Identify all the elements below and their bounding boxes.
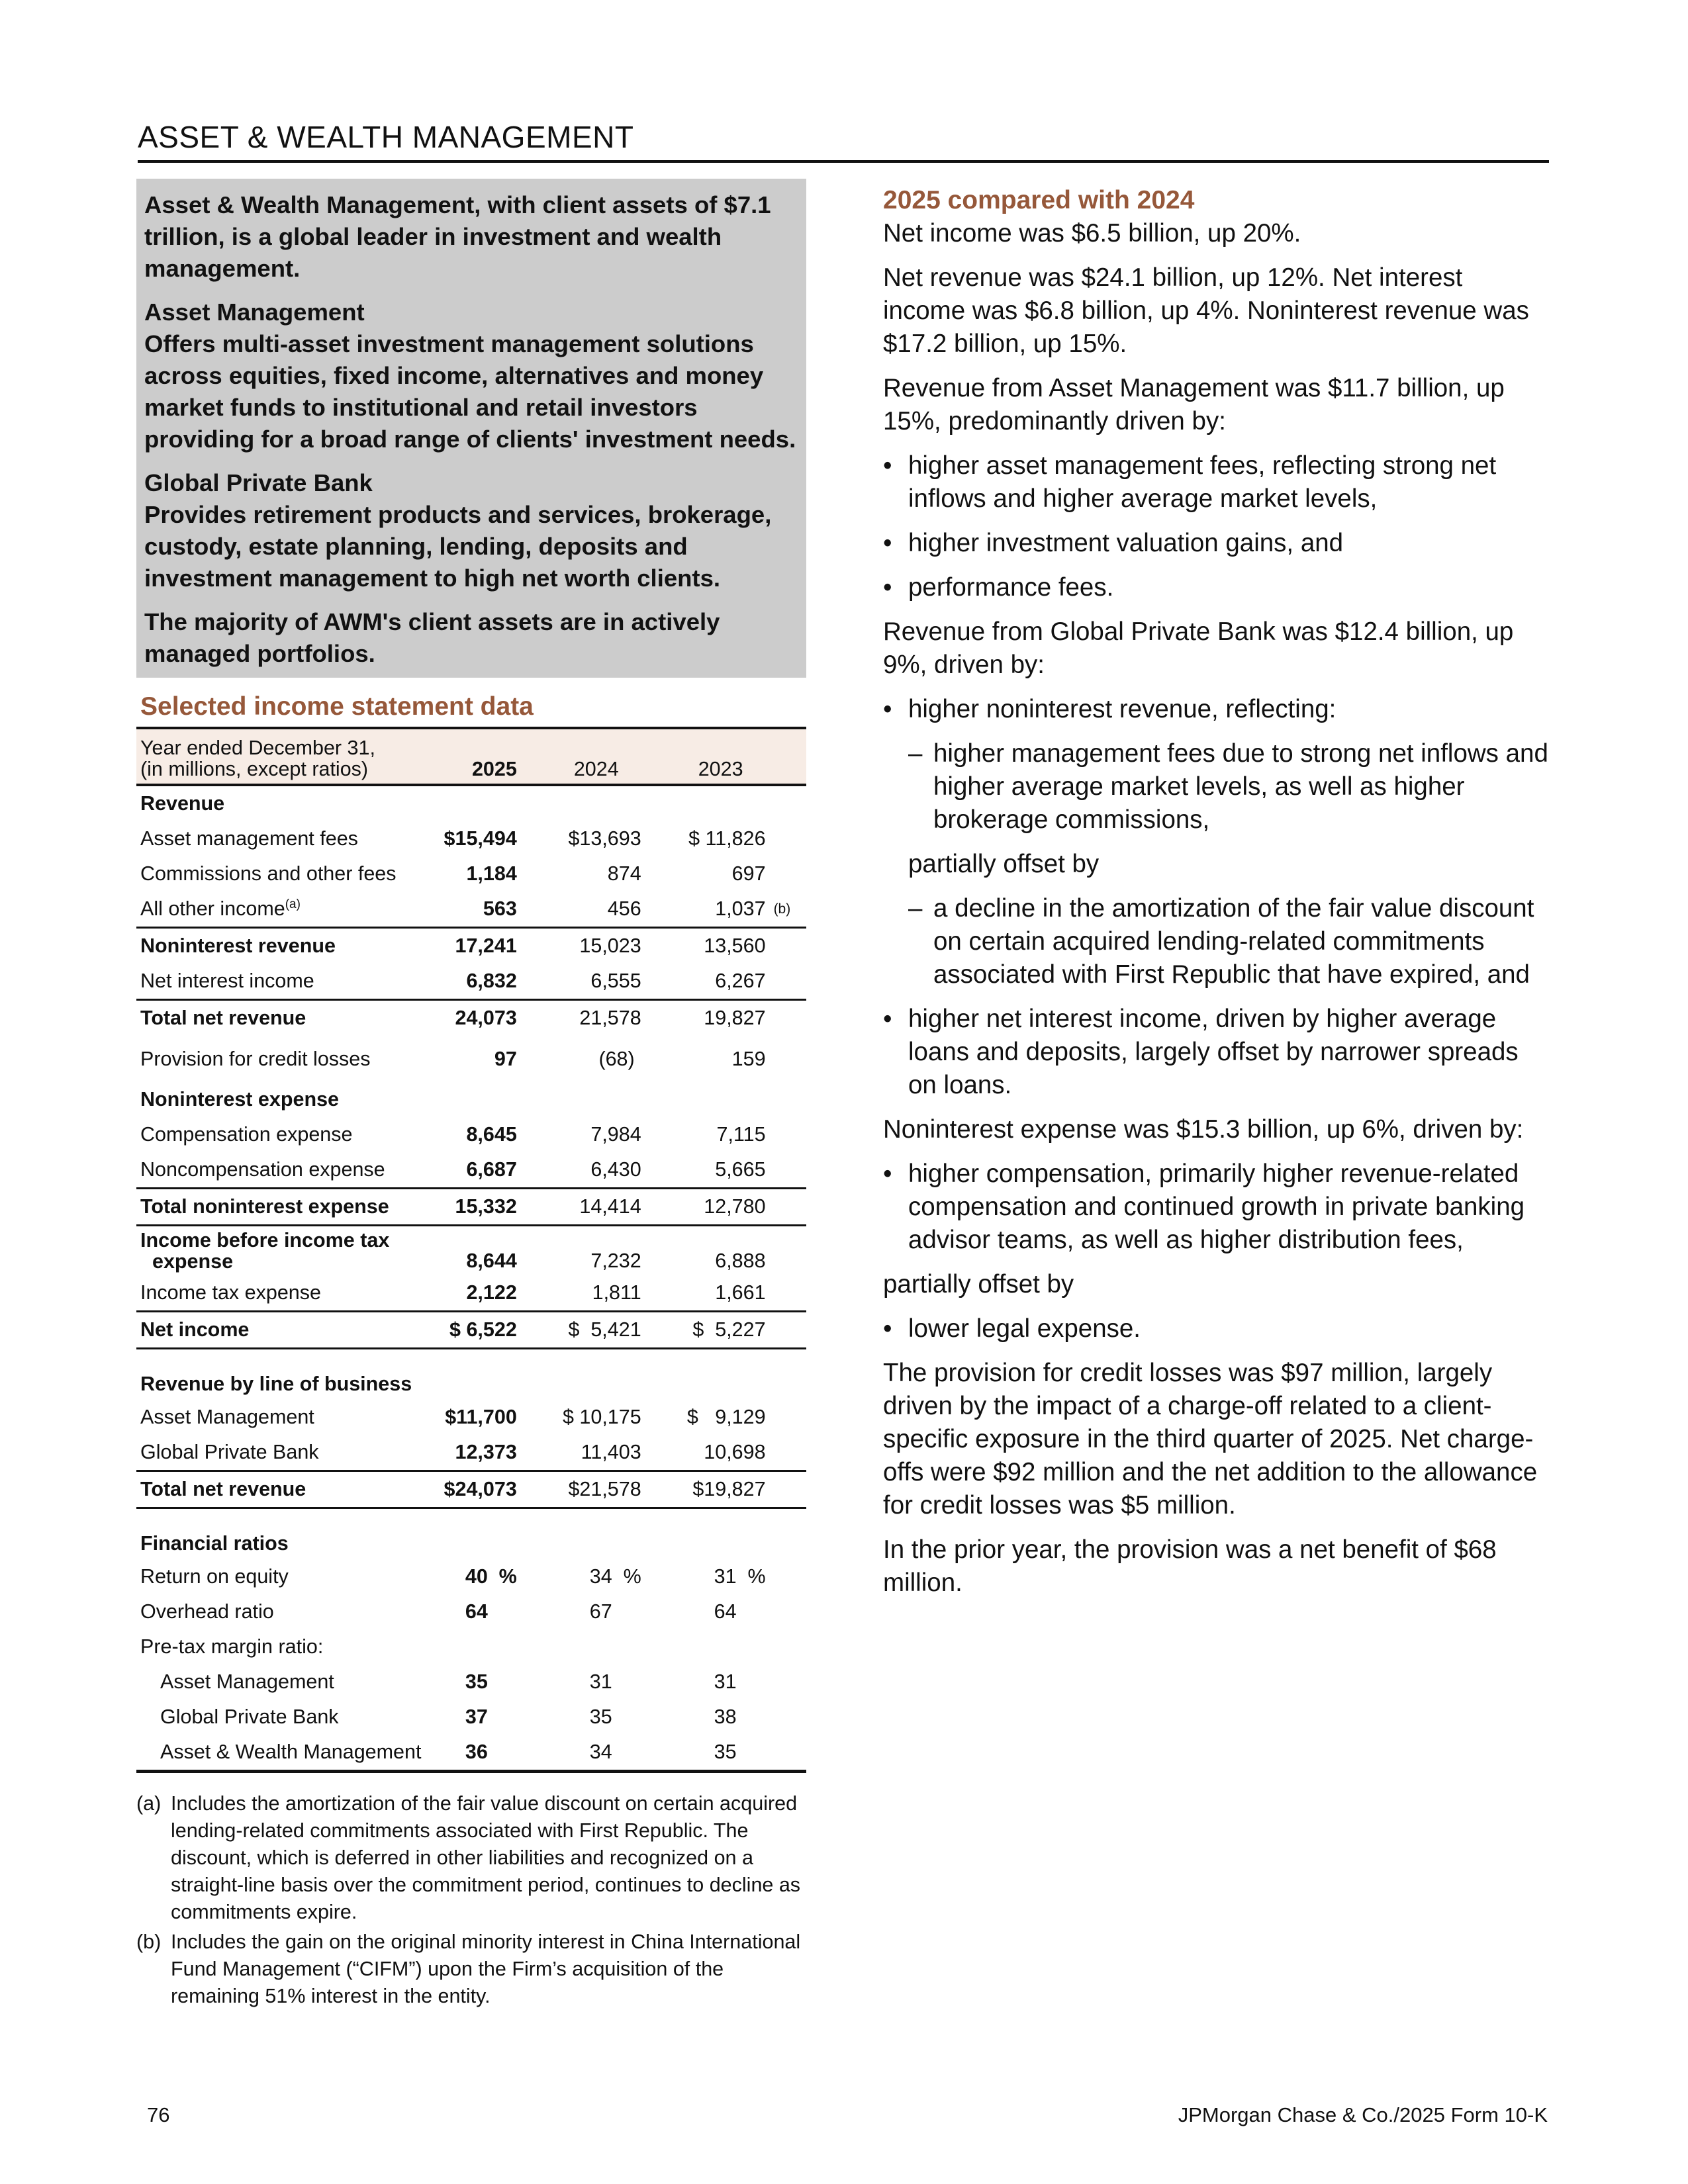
list-item <box>883 449 1552 516</box>
cell-2025: 15,332 <box>428 1189 521 1226</box>
cell-2024: 7,984 <box>590 1123 641 1146</box>
intro-active-portfolios: The majority of AWM's client assets are in actively managed portfolios. <box>144 608 720 667</box>
paragraph: Noninterest expense was $15.3 billion, up 6%, driven by: <box>883 1115 1524 1144</box>
cell-2025: 6,687 <box>466 1158 517 1181</box>
cell-2024: 11,403 <box>581 1441 641 1463</box>
table-row <box>136 1435 806 1471</box>
cell-2024: 14,414 <box>521 1189 645 1226</box>
percent-unit: % <box>498 1565 517 1588</box>
row-label-line1: Income before income tax <box>140 1229 390 1251</box>
table-row <box>136 1000 806 1036</box>
cell-2025: $15,494 <box>444 827 517 850</box>
bullet-icon: • <box>883 451 892 480</box>
row-label: Provision for credit losses <box>140 1047 371 1070</box>
row-label: Net interest income <box>140 970 314 992</box>
table-row <box>136 1275 806 1312</box>
cell-2025: 36 <box>428 1735 521 1772</box>
cell-2023: 7,115 <box>716 1123 766 1146</box>
paragraph: Net income was $6.5 billion, up 20%. <box>883 219 1301 248</box>
bullet-icon: • <box>883 695 892 723</box>
intro-asset-management <box>144 296 798 455</box>
row-label: Global Private Bank <box>140 1441 319 1463</box>
table-row <box>136 1400 806 1435</box>
row-label-line2: expense <box>152 1250 234 1273</box>
intro-summary: Asset & Wealth Management, with client assets of $7.1 trillion, is a global leader in investment and wealth management. <box>144 191 771 282</box>
paragraph: partially offset by <box>908 850 1100 878</box>
gpb-text: Provides retirement products and services, brokerage, custody, estate planning, lending, deposits and investment management to high net worth clients. <box>144 501 772 592</box>
footnote-label: (a) <box>136 1792 162 1815</box>
cell-2023: 64 <box>714 1600 737 1623</box>
cell-2025: 24,073 <box>428 1000 521 1036</box>
row-label: Asset & Wealth Management <box>136 1735 428 1772</box>
table-row <box>136 785 806 821</box>
cell-2024: $ 10,175 <box>562 1406 641 1428</box>
page-number: 76 <box>147 2103 170 2126</box>
cell-2024: 31 <box>589 1670 612 1693</box>
footnote-b <box>136 1929 806 2010</box>
cell-2023 <box>645 1559 770 1594</box>
percent-unit: % <box>747 1565 766 1588</box>
section-title: ASSET & WEALTH MANAGEMENT <box>138 119 1549 163</box>
table-title: Selected income statement data <box>140 692 534 721</box>
cell-2024: 21,578 <box>521 1000 645 1036</box>
table-row <box>136 1629 806 1664</box>
cell-2025: $ 6,522 <box>428 1312 521 1349</box>
table-row <box>136 1349 806 1400</box>
cell-2025: $11,700 <box>445 1406 517 1428</box>
table-row <box>136 1226 806 1276</box>
row-label: Pre-tax margin ratio: <box>140 1635 324 1658</box>
list-item-text: lower legal expense. <box>908 1314 1141 1343</box>
cell-2023: 35 <box>645 1735 770 1772</box>
table-row <box>136 1559 806 1594</box>
cell-2023: 13,560 <box>645 928 770 964</box>
cell-2024: 1,811 <box>592 1281 641 1304</box>
paragraph: Net revenue was $24.1 billion, up 12%. Net interest income was $6.8 billion, up 4%. Noninterest revenue was $17.2 billion, up 15%. <box>883 263 1529 358</box>
list-item-text: higher noninterest revenue, reflecting: <box>908 695 1336 723</box>
row-label: Total net revenue <box>136 1471 428 1508</box>
cell-2025: 563 <box>483 897 517 920</box>
list-item-text: higher management fees due to strong net inflows and higher average market levels, as well as higher brokerage commissions, <box>933 739 1548 834</box>
bullet-icon: • <box>883 1005 892 1033</box>
footnote-ref-b: (b) <box>773 901 791 917</box>
table-row <box>136 821 806 856</box>
table-row <box>136 1700 806 1735</box>
bullet-list <box>883 1312 1552 1345</box>
am-text: Offers multi-asset investment management solutions across equities, fixed income, alternatives and money market funds to institutional and retail investors providing for a broad range of clients' investment needs. <box>144 330 796 453</box>
right-column <box>883 184 1552 1611</box>
bullet-list <box>883 1158 1552 1257</box>
list-item <box>883 527 1552 560</box>
cell-2024: 15,023 <box>521 928 645 964</box>
cell-2025: 6,832 <box>466 970 517 992</box>
bullet-list <box>883 449 1552 604</box>
cell-2025: 35 <box>465 1670 488 1693</box>
cell-2023: 38 <box>714 1706 737 1728</box>
cell-2023: 19,827 <box>645 1000 770 1036</box>
footnote-text: Includes the amortization of the fair value discount on certain acquired lending-related commitments associated with First Republic. The discount, which is deferred in other liabilities and recognized on a straight-line basis over the commitment period, continues to decline as commitments expire. <box>171 1792 801 1923</box>
row-label: Financial ratios <box>140 1532 289 1555</box>
cell-2024: $21,578 <box>521 1471 645 1508</box>
cell-2024: $ 5,421 <box>521 1312 645 1349</box>
footnote-text: Includes the gain on the original minority interest in China International Fund Management (“CIFM”) upon the Firm’s acquisition of the remaining 51% interest in the entity. <box>171 1931 801 2007</box>
cell-2023: $ 9,129 <box>686 1406 766 1428</box>
bullet-icon: • <box>883 529 892 557</box>
bullet-list <box>883 693 1552 837</box>
cell-2024: 34 <box>521 1735 645 1772</box>
cell-2024: 6,555 <box>590 970 641 992</box>
table-row <box>136 1082 806 1117</box>
cell-2024: (68) <box>598 1047 635 1070</box>
comparison-subtitle: 2025 compared with 2024 <box>883 186 1195 214</box>
income-statement-table <box>136 727 806 1773</box>
cell-2024: 874 <box>607 862 641 885</box>
table-row <box>136 1312 806 1349</box>
table-row <box>136 1189 806 1226</box>
cell-2023: $ 11,826 <box>688 827 766 850</box>
list-item-text: a decline in the amortization of the fair value discount on certain acquired lending-related commitments associated with First Republic that have expired, and <box>933 894 1534 989</box>
cell-2024: 6,430 <box>590 1158 641 1181</box>
list-item <box>883 571 1552 604</box>
row-label: Income tax expense <box>140 1281 321 1304</box>
cell-2024: $13,693 <box>568 827 641 850</box>
bullet-icon: • <box>883 573 892 602</box>
paragraph: Revenue from Global Private Bank was $12.4 billion, up 9%, driven by: <box>883 617 1514 679</box>
cell-2025: 2,122 <box>466 1281 517 1304</box>
cell-2025: 97 <box>494 1047 517 1070</box>
list-item <box>883 1158 1552 1257</box>
row-label: Asset management fees <box>140 827 358 850</box>
cell-2025: 17,241 <box>428 928 521 964</box>
cell-2025: $24,073 <box>428 1471 521 1508</box>
list-item-text: higher compensation, primarily higher revenue-related compensation and continued growth in private banking advisor teams, as well as higher distribution fees, <box>908 1160 1525 1254</box>
row-label: Return on equity <box>140 1565 289 1588</box>
table-row <box>136 856 806 891</box>
list-item <box>883 1312 1552 1345</box>
footnotes <box>136 1790 806 2010</box>
header-label-line2: (in millions, except ratios) <box>140 758 369 780</box>
footnote-ref-a: (a) <box>285 897 301 911</box>
cell-2024: 456 <box>607 897 641 920</box>
row-label: Overhead ratio <box>140 1600 274 1623</box>
table-row <box>136 1664 806 1700</box>
row-label <box>136 891 428 928</box>
cell-2025: 1,184 <box>466 862 517 885</box>
row-label: Noninterest revenue <box>136 928 428 964</box>
list-item-text: performance fees. <box>908 573 1114 602</box>
am-title: Asset Management <box>144 298 365 326</box>
cell-2025: 12,373 <box>455 1441 517 1463</box>
row-label: Asset Management <box>160 1670 334 1693</box>
table-row <box>136 1117 806 1152</box>
cell-2023: $ 5,227 <box>645 1312 770 1349</box>
cell-2023: 6,267 <box>715 970 766 992</box>
cell-2024: 67 <box>589 1600 612 1623</box>
cell-2023: 6,888 <box>715 1250 766 1272</box>
header-label-line1: Year ended December 31, <box>140 737 375 759</box>
document-footer: JPMorgan Chase & Co./2025 Form 10-K <box>1178 2103 1548 2126</box>
footnote-label: (b) <box>136 1931 162 1953</box>
row-label: Commissions and other fees <box>140 862 397 885</box>
list-item <box>908 892 1552 991</box>
row-label: Revenue by line of business <box>140 1373 412 1395</box>
cell-value: 40 <box>465 1565 488 1588</box>
row-label: Net income <box>136 1312 428 1349</box>
cell-2025: 64 <box>465 1600 488 1623</box>
intro-box <box>136 179 806 678</box>
row-label: Compensation expense <box>140 1123 353 1146</box>
row-label: Revenue <box>140 792 225 815</box>
header-label <box>136 728 428 785</box>
table-row <box>136 891 806 928</box>
list-item <box>908 737 1552 837</box>
left-column <box>136 179 806 2013</box>
bullet-icon: • <box>883 1160 892 1188</box>
cell-2023: 12,780 <box>645 1189 770 1226</box>
cell-2023: $19,827 <box>645 1471 770 1508</box>
row-label-text: All other income <box>140 897 285 921</box>
table-row <box>136 1471 806 1508</box>
cell-2023: 1,037 <box>715 897 766 920</box>
cell-2024: 7,232 <box>590 1250 641 1272</box>
gpb-title: Global Private Bank <box>144 469 373 496</box>
cell-2025 <box>428 1559 521 1594</box>
list-item <box>883 693 1552 726</box>
cell-2024 <box>521 1559 645 1594</box>
cell-2023: 159 <box>731 1047 766 1070</box>
cell-2023: 31 <box>714 1670 737 1693</box>
footnote-a <box>136 1790 806 1926</box>
table-row <box>136 928 806 964</box>
paragraph: The provision for credit losses was $97 million, largely driven by the impact of a charge-off related to a client-specific exposure in the third quarter of 2025. Net charge-offs were $92 million and the net addition to the allowance for credit losses was $5 million. <box>883 1359 1538 1520</box>
dash-icon: – <box>908 739 923 768</box>
cell-value: 34 <box>589 1565 612 1588</box>
cell-2025: 8,644 <box>466 1250 517 1272</box>
row-label: Asset Management <box>140 1406 314 1428</box>
cell-2024: 35 <box>589 1706 612 1728</box>
list-item-text: higher investment valuation gains, and <box>908 529 1344 557</box>
table-header <box>136 728 806 785</box>
list-item <box>883 1003 1552 1102</box>
intro-global-private-bank <box>144 467 798 594</box>
cell-2023: 697 <box>731 862 766 885</box>
cell-2023: 10,698 <box>704 1441 766 1463</box>
row-label: Noncompensation expense <box>140 1158 385 1181</box>
row-label: Noninterest expense <box>140 1088 340 1111</box>
percent-unit: % <box>623 1565 641 1588</box>
table-row <box>136 1152 806 1189</box>
list-item-text: higher asset management fees, reflecting strong net inflows and higher average market levels, <box>908 451 1497 513</box>
table-row <box>136 1735 806 1772</box>
row-label <box>136 1226 428 1276</box>
header-year: 2025 <box>428 728 521 785</box>
list-item-text: higher net interest income, driven by higher average loans and deposits, largely offset by narrower spreads on loans. <box>908 1005 1519 1099</box>
cell-value: 31 <box>714 1565 737 1588</box>
row-label: Global Private Bank <box>160 1706 339 1728</box>
table-row <box>136 1508 806 1560</box>
row-label: Total net revenue <box>136 1000 428 1036</box>
cell-2023: 1,661 <box>715 1281 766 1304</box>
dash-icon: – <box>908 894 923 923</box>
row-label: Total noninterest expense <box>136 1189 428 1226</box>
bullet-icon: • <box>883 1314 892 1343</box>
bullet-list <box>883 892 1552 1102</box>
cell-2025: 37 <box>465 1706 488 1728</box>
header-year: 2024 <box>521 728 645 785</box>
table-row <box>136 1036 806 1082</box>
paragraph: In the prior year, the provision was a net benefit of $68 million. <box>883 1535 1497 1597</box>
table-row <box>136 964 806 1000</box>
cell-2025: 8,645 <box>466 1123 517 1146</box>
paragraph: partially offset by <box>883 1270 1074 1298</box>
table-row <box>136 1594 806 1629</box>
cell-2023: 5,665 <box>715 1158 766 1181</box>
header-year: 2023 <box>645 728 770 785</box>
paragraph: Revenue from Asset Management was $11.7 billion, up 15%, predominantly driven by: <box>883 374 1505 435</box>
